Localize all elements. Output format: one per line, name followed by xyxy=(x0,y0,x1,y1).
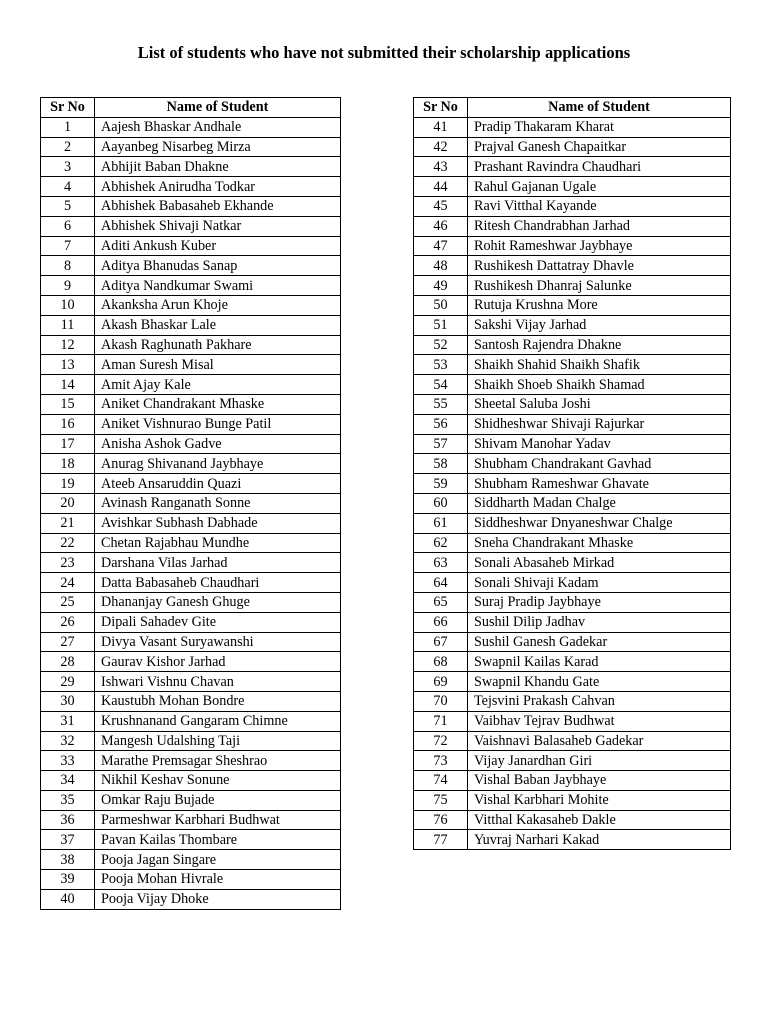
table-row xyxy=(41,137,341,157)
table-row xyxy=(41,790,341,810)
table-row xyxy=(414,335,731,355)
sr-no-header: Sr No xyxy=(41,98,95,118)
student-name-cell: Aniket Vishnurao Bunge Patil xyxy=(95,414,341,434)
student-name-cell: Shaikh Shoeb Shaikh Shamad xyxy=(468,375,731,395)
sr-no-cell: 4 xyxy=(41,177,95,197)
table-row xyxy=(41,612,341,632)
student-name-cell: Anurag Shivanand Jaybhaye xyxy=(95,454,341,474)
table-header-row xyxy=(41,98,341,118)
sr-no-cell: 14 xyxy=(41,375,95,395)
sr-no-cell: 29 xyxy=(41,672,95,692)
sr-no-cell: 50 xyxy=(414,295,468,315)
student-name-cell: Mangesh Udalshing Taji xyxy=(95,731,341,751)
table-row xyxy=(41,513,341,533)
student-name-cell: Marathe Premsagar Sheshrao xyxy=(95,751,341,771)
sr-no-cell: 34 xyxy=(41,771,95,791)
table-row xyxy=(414,276,731,296)
student-name-cell: Vishal Baban Jaybhaye xyxy=(468,771,731,791)
table-row xyxy=(414,691,731,711)
student-name-cell: Shaikh Shahid Shaikh Shafik xyxy=(468,355,731,375)
student-name-cell: Sheetal Saluba Joshi xyxy=(468,394,731,414)
student-name-cell: Tejsvini Prakash Cahvan xyxy=(468,691,731,711)
student-name-cell: Yuvraj Narhari Kakad xyxy=(468,830,731,850)
student-name-cell: Santosh Rajendra Dhakne xyxy=(468,335,731,355)
table-row xyxy=(414,375,731,395)
table-row xyxy=(41,751,341,771)
table-row xyxy=(41,216,341,236)
student-name-cell: Vijay Janardhan Giri xyxy=(468,751,731,771)
student-name-cell: Pradip Thakaram Kharat xyxy=(468,117,731,137)
sr-no-cell: 38 xyxy=(41,850,95,870)
table-row xyxy=(414,790,731,810)
sr-no-cell: 25 xyxy=(41,592,95,612)
student-table-left xyxy=(40,97,341,910)
table-row xyxy=(414,652,731,672)
sr-no-header: Sr No xyxy=(414,98,468,118)
sr-no-cell: 39 xyxy=(41,870,95,890)
sr-no-cell: 35 xyxy=(41,790,95,810)
student-name-cell: Vaishnavi Balasaheb Gadekar xyxy=(468,731,731,751)
sr-no-cell: 72 xyxy=(414,731,468,751)
sr-no-cell: 58 xyxy=(414,454,468,474)
table-row xyxy=(414,137,731,157)
table-row xyxy=(41,276,341,296)
student-name-cell: Shubham Rameshwar Ghavate xyxy=(468,474,731,494)
sr-no-cell: 59 xyxy=(414,474,468,494)
student-name-cell: Abhishek Shivaji Natkar xyxy=(95,216,341,236)
table-row xyxy=(414,157,731,177)
student-name-cell: Swapnil Khandu Gate xyxy=(468,672,731,692)
table-row xyxy=(414,573,731,593)
sr-no-cell: 11 xyxy=(41,315,95,335)
student-name-cell: Aditya Bhanudas Sanap xyxy=(95,256,341,276)
student-name-header: Name of Student xyxy=(468,98,731,118)
sr-no-cell: 62 xyxy=(414,533,468,553)
table-row xyxy=(414,295,731,315)
student-name-cell: Aayanbeg Nisarbeg Mirza xyxy=(95,137,341,157)
sr-no-cell: 30 xyxy=(41,691,95,711)
table-row xyxy=(41,414,341,434)
student-name-cell: Rushikesh Dattatray Dhavle xyxy=(468,256,731,276)
student-name-cell: Anisha Ashok Gadve xyxy=(95,434,341,454)
sr-no-cell: 60 xyxy=(414,493,468,513)
sr-no-cell: 42 xyxy=(414,137,468,157)
table-row xyxy=(41,691,341,711)
sr-no-cell: 75 xyxy=(414,790,468,810)
table-row xyxy=(41,335,341,355)
sr-no-cell: 61 xyxy=(414,513,468,533)
student-name-cell: Dipali Sahadev Gite xyxy=(95,612,341,632)
sr-no-cell: 65 xyxy=(414,592,468,612)
table-header-row xyxy=(414,98,731,118)
sr-no-cell: 43 xyxy=(414,157,468,177)
table-row xyxy=(41,434,341,454)
sr-no-cell: 9 xyxy=(41,276,95,296)
sr-no-cell: 1 xyxy=(41,117,95,137)
student-name-cell: Avinash Ranganath Sonne xyxy=(95,493,341,513)
sr-no-cell: 44 xyxy=(414,177,468,197)
table-row xyxy=(41,553,341,573)
sr-no-cell: 22 xyxy=(41,533,95,553)
student-name-cell: Sneha Chandrakant Mhaske xyxy=(468,533,731,553)
table-row xyxy=(414,632,731,652)
sr-no-cell: 55 xyxy=(414,394,468,414)
sr-no-cell: 71 xyxy=(414,711,468,731)
student-name-cell: Prajval Ganesh Chapaitkar xyxy=(468,137,731,157)
student-name-cell: Ritesh Chandrabhan Jarhad xyxy=(468,216,731,236)
sr-no-cell: 36 xyxy=(41,810,95,830)
table-row xyxy=(41,493,341,513)
sr-no-cell: 12 xyxy=(41,335,95,355)
table-row xyxy=(41,256,341,276)
sr-no-cell: 37 xyxy=(41,830,95,850)
table-row xyxy=(41,632,341,652)
student-name-cell: Chetan Rajabhau Mundhe xyxy=(95,533,341,553)
table-row xyxy=(41,355,341,375)
sr-no-cell: 67 xyxy=(414,632,468,652)
student-name-cell: Ishwari Vishnu Chavan xyxy=(95,672,341,692)
table-row xyxy=(41,117,341,137)
sr-no-cell: 74 xyxy=(414,771,468,791)
sr-no-cell: 26 xyxy=(41,612,95,632)
table-row xyxy=(414,414,731,434)
table-row xyxy=(41,889,341,909)
student-name-cell: Swapnil Kailas Karad xyxy=(468,652,731,672)
sr-no-cell: 41 xyxy=(414,117,468,137)
sr-no-cell: 49 xyxy=(414,276,468,296)
table-row xyxy=(41,236,341,256)
sr-no-cell: 45 xyxy=(414,196,468,216)
sr-no-cell: 21 xyxy=(41,513,95,533)
student-name-cell: Aditya Nandkumar Swami xyxy=(95,276,341,296)
sr-no-cell: 40 xyxy=(41,889,95,909)
student-name-cell: Sushil Ganesh Gadekar xyxy=(468,632,731,652)
student-name-header: Name of Student xyxy=(95,98,341,118)
student-name-cell: Avishkar Subhash Dabhade xyxy=(95,513,341,533)
table-row xyxy=(41,850,341,870)
sr-no-cell: 73 xyxy=(414,751,468,771)
student-table-left-body xyxy=(41,117,341,909)
sr-no-cell: 18 xyxy=(41,454,95,474)
table-row xyxy=(414,751,731,771)
table-row xyxy=(414,771,731,791)
student-name-cell: Rutuja Krushna More xyxy=(468,295,731,315)
student-name-cell: Pavan Kailas Thombare xyxy=(95,830,341,850)
student-name-cell: Parmeshwar Karbhari Budhwat xyxy=(95,810,341,830)
table-row xyxy=(414,394,731,414)
sr-no-cell: 66 xyxy=(414,612,468,632)
sr-no-cell: 15 xyxy=(41,394,95,414)
table-row xyxy=(414,553,731,573)
student-name-cell: Pooja Vijay Dhoke xyxy=(95,889,341,909)
table-row xyxy=(41,711,341,731)
table-row xyxy=(414,711,731,731)
student-name-cell: Aman Suresh Misal xyxy=(95,355,341,375)
sr-no-cell: 33 xyxy=(41,751,95,771)
sr-no-cell: 69 xyxy=(414,672,468,692)
table-row xyxy=(414,236,731,256)
student-name-cell: Abhishek Babasaheb Ekhande xyxy=(95,196,341,216)
table-row xyxy=(41,474,341,494)
table-row xyxy=(41,177,341,197)
table-row xyxy=(41,830,341,850)
student-name-cell: Amit Ajay Kale xyxy=(95,375,341,395)
table-row xyxy=(414,256,731,276)
document-title: List of students who have not submitted their scholarship applications xyxy=(137,43,631,62)
sr-no-cell: 8 xyxy=(41,256,95,276)
student-name-cell: Abhishek Anirudha Todkar xyxy=(95,177,341,197)
student-name-cell: Pooja Jagan Singare xyxy=(95,850,341,870)
table-row xyxy=(41,810,341,830)
sr-no-cell: 52 xyxy=(414,335,468,355)
student-name-cell: Rushikesh Dhanraj Salunke xyxy=(468,276,731,296)
table-row xyxy=(414,454,731,474)
table-row xyxy=(414,513,731,533)
student-name-cell: Sushil Dilip Jadhav xyxy=(468,612,731,632)
table-row xyxy=(414,493,731,513)
student-name-cell: Prashant Ravindra Chaudhari xyxy=(468,157,731,177)
student-name-cell: Krushnanand Gangaram Chimne xyxy=(95,711,341,731)
sr-no-cell: 2 xyxy=(41,137,95,157)
table-row xyxy=(41,454,341,474)
student-name-cell: Darshana Vilas Jarhad xyxy=(95,553,341,573)
student-name-cell: Ravi Vitthal Kayande xyxy=(468,196,731,216)
student-name-cell: Divya Vasant Suryawanshi xyxy=(95,632,341,652)
student-name-cell: Aniket Chandrakant Mhaske xyxy=(95,394,341,414)
table-row xyxy=(414,612,731,632)
student-name-cell: Datta Babasaheb Chaudhari xyxy=(95,573,341,593)
table-row xyxy=(41,533,341,553)
student-name-cell: Dhananjay Ganesh Ghuge xyxy=(95,592,341,612)
sr-no-cell: 46 xyxy=(414,216,468,236)
student-name-cell: Omkar Raju Bujade xyxy=(95,790,341,810)
student-name-cell: Aditi Ankush Kuber xyxy=(95,236,341,256)
student-name-cell: Abhijit Baban Dhakne xyxy=(95,157,341,177)
student-name-cell: Shivam Manohar Yadav xyxy=(468,434,731,454)
table-row xyxy=(41,157,341,177)
sr-no-cell: 77 xyxy=(414,830,468,850)
table-row xyxy=(414,315,731,335)
sr-no-cell: 56 xyxy=(414,414,468,434)
sr-no-cell: 28 xyxy=(41,652,95,672)
sr-no-cell: 76 xyxy=(414,810,468,830)
student-name-cell: Rohit Rameshwar Jaybhaye xyxy=(468,236,731,256)
table-row xyxy=(414,117,731,137)
student-name-cell: Nikhil Keshav Sonune xyxy=(95,771,341,791)
sr-no-cell: 27 xyxy=(41,632,95,652)
student-name-cell: Rahul Gajanan Ugale xyxy=(468,177,731,197)
table-row xyxy=(41,295,341,315)
student-name-cell: Sonali Shivaji Kadam xyxy=(468,573,731,593)
student-name-cell: Siddharth Madan Chalge xyxy=(468,493,731,513)
sr-no-cell: 23 xyxy=(41,553,95,573)
sr-no-cell: 19 xyxy=(41,474,95,494)
student-name-cell: Vitthal Kakasaheb Dakle xyxy=(468,810,731,830)
student-name-cell: Kaustubh Mohan Bondre xyxy=(95,691,341,711)
table-row xyxy=(414,533,731,553)
table-row xyxy=(414,830,731,850)
sr-no-cell: 51 xyxy=(414,315,468,335)
student-name-cell: Vishal Karbhari Mohite xyxy=(468,790,731,810)
sr-no-cell: 53 xyxy=(414,355,468,375)
sr-no-cell: 7 xyxy=(41,236,95,256)
sr-no-cell: 47 xyxy=(414,236,468,256)
student-name-cell: Akash Raghunath Pakhare xyxy=(95,335,341,355)
sr-no-cell: 54 xyxy=(414,375,468,395)
student-name-cell: Suraj Pradip Jaybhaye xyxy=(468,592,731,612)
table-row xyxy=(41,375,341,395)
table-row xyxy=(41,573,341,593)
sr-no-cell: 64 xyxy=(414,573,468,593)
sr-no-cell: 6 xyxy=(41,216,95,236)
sr-no-cell: 24 xyxy=(41,573,95,593)
sr-no-cell: 5 xyxy=(41,196,95,216)
table-row xyxy=(41,652,341,672)
table-row xyxy=(414,177,731,197)
sr-no-cell: 68 xyxy=(414,652,468,672)
table-row xyxy=(414,216,731,236)
sr-no-cell: 70 xyxy=(414,691,468,711)
sr-no-cell: 10 xyxy=(41,295,95,315)
table-row xyxy=(41,196,341,216)
table-row xyxy=(414,672,731,692)
table-row xyxy=(414,731,731,751)
table-row xyxy=(414,810,731,830)
sr-no-cell: 63 xyxy=(414,553,468,573)
sr-no-cell: 13 xyxy=(41,355,95,375)
table-row xyxy=(41,394,341,414)
student-name-cell: Siddheshwar Dnyaneshwar Chalge xyxy=(468,513,731,533)
student-name-cell: Akash Bhaskar Lale xyxy=(95,315,341,335)
student-name-cell: Vaibhav Tejrav Budhwat xyxy=(468,711,731,731)
sr-no-cell: 48 xyxy=(414,256,468,276)
table-row xyxy=(41,315,341,335)
sr-no-cell: 17 xyxy=(41,434,95,454)
table-row xyxy=(41,672,341,692)
table-row xyxy=(414,196,731,216)
sr-no-cell: 3 xyxy=(41,157,95,177)
student-name-cell: Aajesh Bhaskar Andhale xyxy=(95,117,341,137)
table-row xyxy=(41,592,341,612)
student-name-cell: Ateeb Ansaruddin Quazi xyxy=(95,474,341,494)
table-row xyxy=(414,434,731,454)
table-row xyxy=(414,355,731,375)
table-row xyxy=(414,474,731,494)
student-table-right-body xyxy=(414,117,731,849)
table-row xyxy=(41,731,341,751)
student-name-cell: Sakshi Vijay Jarhad xyxy=(468,315,731,335)
sr-no-cell: 20 xyxy=(41,493,95,513)
student-table-right xyxy=(413,97,731,850)
table-row xyxy=(414,592,731,612)
table-row xyxy=(41,870,341,890)
sr-no-cell: 32 xyxy=(41,731,95,751)
table-row xyxy=(41,771,341,791)
sr-no-cell: 31 xyxy=(41,711,95,731)
student-name-cell: Shidheshwar Shivaji Rajurkar xyxy=(468,414,731,434)
sr-no-cell: 16 xyxy=(41,414,95,434)
student-name-cell: Gaurav Kishor Jarhad xyxy=(95,652,341,672)
sr-no-cell: 57 xyxy=(414,434,468,454)
student-name-cell: Akanksha Arun Khoje xyxy=(95,295,341,315)
student-name-cell: Shubham Chandrakant Gavhad xyxy=(468,454,731,474)
student-name-cell: Pooja Mohan Hivrale xyxy=(95,870,341,890)
student-name-cell: Sonali Abasaheb Mirkad xyxy=(468,553,731,573)
